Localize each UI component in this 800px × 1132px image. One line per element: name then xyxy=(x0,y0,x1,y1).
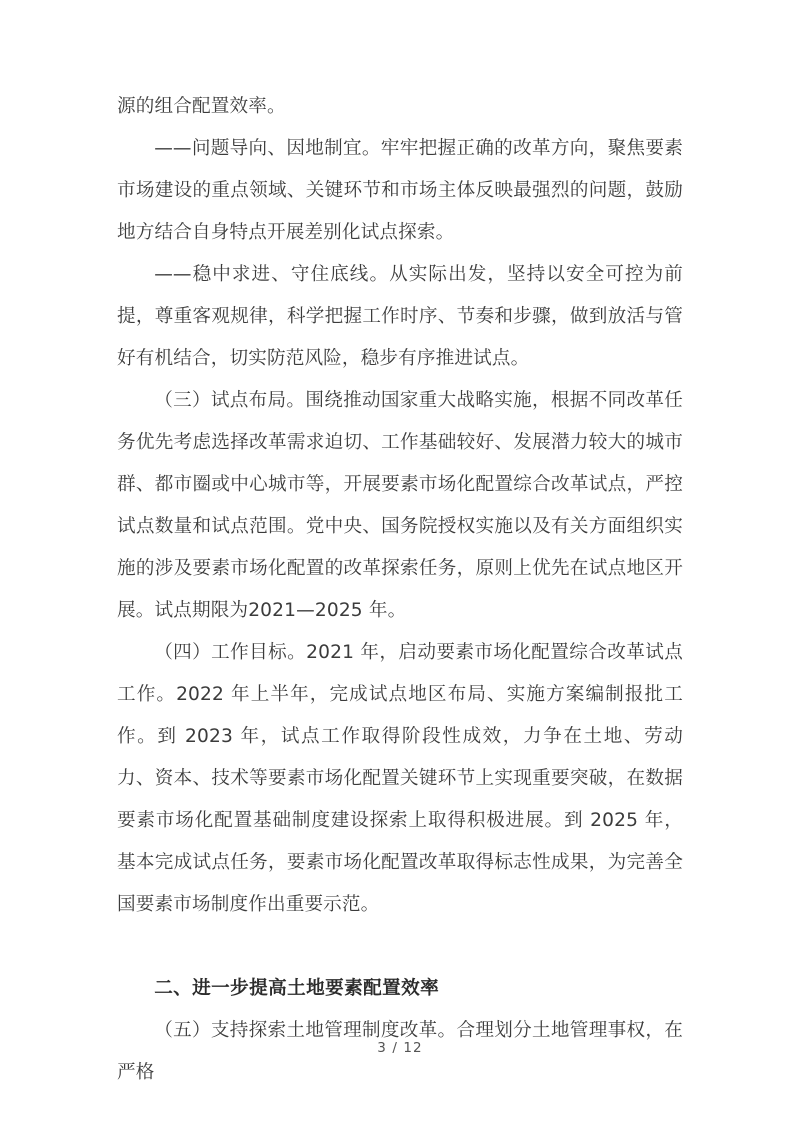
paragraph-section-three-pilot-layout: （三）试点布局。围绕推动国家重大战略实施，根据不同改革任务优先考虑选择改革需求迫切、工作基础较好、发展潜力较大的城市群、都市圈或中心城市等，开展要素市场化配置综合改革试点，严控试点数量和试点范围。党中央、国务院授权实施以及有关方面组织实施的涉及要素市场化配置的改革探索任务，原则上优先在试点地区开展。试点期限为2021—2025 年。 xyxy=(117,390,683,621)
paragraph-section-five-land-management: （五）支持探索土地管理制度改革。合理划分土地管理事权，在严格 xyxy=(117,1020,683,1083)
paragraph-principle-problem-oriented: ——问题导向、因地制宜。牢牢把握正确的改革方向，聚焦要素市场建设的重点领域、关键环节和市场主体反映最强烈的问题，鼓励地方结合自身特点开展差别化试点探索。 xyxy=(117,138,683,243)
paragraph-section-four-work-goals: （四）工作目标。2021 年，启动要素市场化配置综合改革试点工作。2022 年上半年，完成试点地区布局、实施方案编制报批工作。到 2023 年，试点工作取得阶段性成效，力争在土地、劳动力、资本、技术等要素市场化配置关键环节上实现重要突破，在数据要素市场化配置基础制度建设探索上取得积极进展。到 2025 年，基本完成试点任务，要素市场化配置改革取得标志性成果，为完善全国要素市场制度作出重要示范。 xyxy=(117,642,683,915)
paragraph-principle-steady-progress: ——稳中求进、守住底线。从实际出发，坚持以安全可控为前提，尊重客观规律，科学把握工作时序、节奏和步骤，做到放活与管好有机结合，切实防范风险，稳步有序推进试点。 xyxy=(117,264,683,369)
section-heading-two: 二、进一步提高土地要素配置效率 xyxy=(154,978,440,999)
document-text-column xyxy=(117,86,683,1094)
page-number-footer: 3 / 12 xyxy=(377,1040,423,1056)
paragraph-gap-spacer xyxy=(117,926,683,968)
paragraph-continuation: 源的组合配置效率。 xyxy=(117,96,286,117)
